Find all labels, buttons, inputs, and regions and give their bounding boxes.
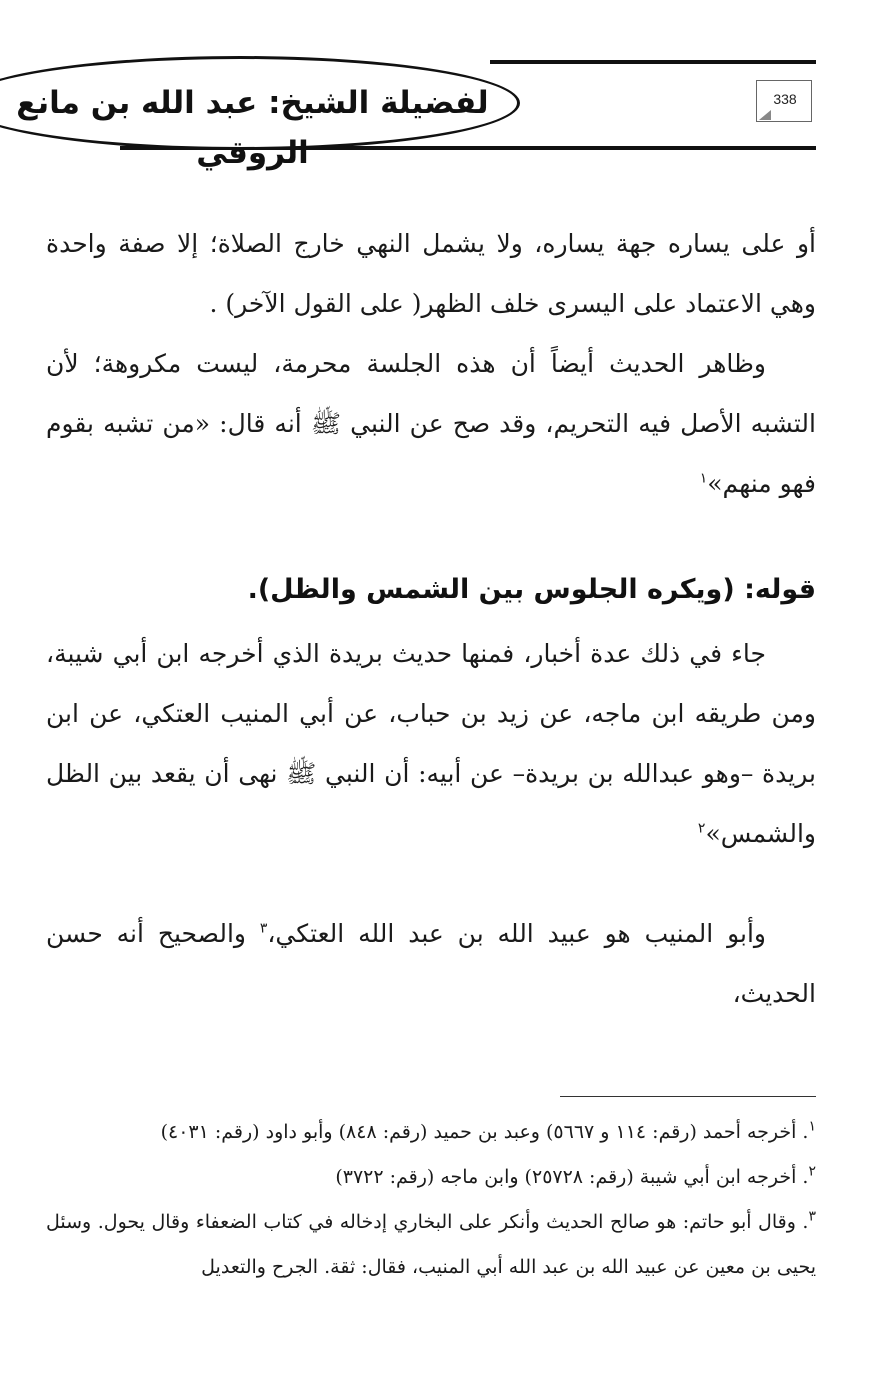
footnote-1 xyxy=(46,1110,816,1155)
footnote-2 xyxy=(46,1155,816,1200)
footnote-separator xyxy=(560,1096,816,1097)
footnote-marker-2: ٢ xyxy=(808,1163,816,1180)
paragraph-4 xyxy=(46,904,816,1024)
footnote-3 xyxy=(46,1200,816,1290)
section-heading: قوله: (ويكره الجلوس بين الشمس والظل). xyxy=(247,574,816,605)
paragraph-3 xyxy=(46,624,816,864)
footnote-text-1: . أخرجه أحمد (رقم: ١١٤ و ٥٦٦٧) وعبد بن حميد (رقم: ٨٤٨) وأبو داود (رقم: ٤٠٣١) xyxy=(160,1121,809,1143)
footnote-marker-1: ١ xyxy=(808,1118,816,1135)
footnote-text-2: . أخرجه ابن أبي شيبة (رقم: ٢٥٧٢٨) وابن ماجه (رقم: ٣٧٢٢) xyxy=(335,1166,809,1188)
paragraph-3-text: جاء في ذلك عدة أخبار، فمنها حديث بريدة الذي أخرجه ابن أبي شيبة، ومن طريقه ابن ماجه، عن زيد بن حباب، عن أبي المنيب العتكي، عن ابن بريدة –وهو عبدالله بن بريدة– عن أبيه: أن النبي ﷺ نهى أن يقعد بين الظل والشمس» xyxy=(46,639,816,848)
paragraph-2-text: وظاهر الحديث أيضاً أن هذه الجلسة محرمة، ليست مكروهة؛ لأن التشبه الأصل فيه التحريم، وقد صح عن النبي ﷺ أنه قال: «من تشبه بقوم فهو منهم» xyxy=(46,349,816,498)
running-header-title: لفضيلة الشيخ: عبد الله بن مانع الروقي xyxy=(16,85,489,171)
footnote-text-3: . وقال أبو حاتم: هو صالح الحديث وأنكر على البخاري إدخاله في كتاب الضعفاء وقال يحول. وسئل يحيى بن معين عن عبيد الله بن عبد الله أبي المنيب، فقال: ثقة. الجرح والتعديل xyxy=(46,1211,816,1278)
footnotes xyxy=(46,1110,816,1290)
footnote-ref-3[interactable]: ٣ xyxy=(259,920,268,937)
page-number: 338 xyxy=(773,91,797,107)
footnote-ref-1[interactable]: ١ xyxy=(699,470,708,487)
page-number-box xyxy=(756,80,812,122)
paragraph-4-text-b: والصحيح أنه حسن الحديث، xyxy=(46,919,816,1008)
paragraph-1: أو على يساره جهة يساره، ولا يشمل النهي خارج الصلاة؛ إلا صفة واحدة وهي الاعتماد على اليسرى خلف الظهر( على القول الآخر) . xyxy=(46,229,816,318)
paragraph-4-text-a: وأبو المنيب هو عبيد الله بن عبد الله العتكي، xyxy=(267,919,766,948)
header-top-rule xyxy=(490,60,816,64)
footnote-marker-3: ٣ xyxy=(808,1208,816,1225)
footnote-ref-2[interactable]: ٢ xyxy=(697,820,706,837)
paragraph-2 xyxy=(46,334,816,514)
